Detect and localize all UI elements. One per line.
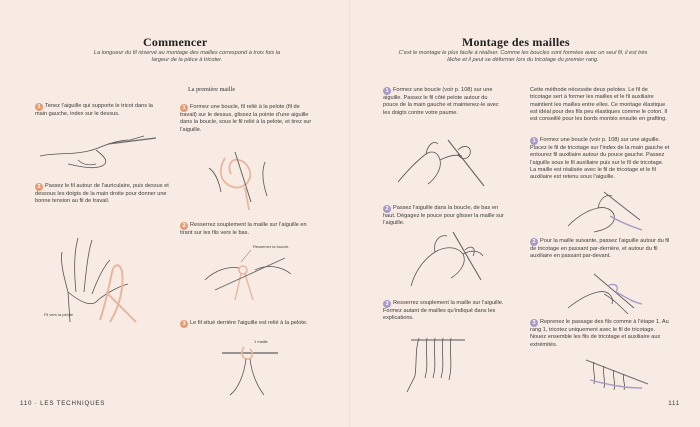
tighten-loop-label: Resserrez la boucle.	[253, 244, 290, 249]
method-step-3	[530, 319, 670, 349]
needle-through-loop-illustration	[405, 228, 505, 290]
step-number-badge: 1	[530, 137, 538, 145]
step-number-badge: 2	[35, 183, 43, 191]
step-text: Le fil situé derrière l’aiguille est relié à la pelote.	[190, 320, 308, 326]
step-text: Reprenez le passage des fils comme à l’étape 1. Au rang 1, tricotez uniquement avec le fil de tricotage. Nouez ensemble les fils de tricotage et auxiliaire aux extrémités.	[530, 319, 669, 348]
one-stitch-label: 1 maille	[254, 339, 268, 344]
step-text: Formez une boucle (voir p. 108) sur une aiguille. Passez le fil côté pelote autour du pouce de la main gauche et maintenez-le avec les doigts contre votre paume.	[383, 87, 499, 116]
left-folio: 110 · LES TECHNIQUES	[20, 400, 106, 407]
step-number-badge: 2	[180, 222, 188, 230]
forming-loop-illustration	[205, 148, 295, 210]
step-number-badge: 1	[180, 104, 188, 112]
stitch-on-needle-illustration	[220, 335, 280, 397]
step-number-badge: 3	[383, 300, 391, 308]
right-step-2	[383, 205, 508, 228]
step-number-badge: 3	[180, 320, 188, 328]
right-intro: C’est le montage le plus facile à réaliser. Comme les boucles sont formées avec un seul fil, il est très lâche et il peut se déformer lors du tricotage du premier rang.	[398, 50, 648, 64]
step-number-badge: 3	[530, 319, 538, 327]
method-step-2	[530, 238, 670, 261]
first-stitch-step-3	[180, 320, 310, 328]
hand-holding-needle-illustration	[38, 126, 158, 172]
subheading-first-stitch: La première maille	[188, 86, 236, 93]
step-text: Formez une boucle (voir p. 108) sur une aiguille. Placez le fil de tricotage sur l’index de la main gauche et entourez fil auxiliaire autour du pouce gauche. Passez l’aiguille sous le fil auxiliaire puis sur le fil de tricotage. La maille est réalisée avec le fil de tricotage et le fil auxiliaire est retenu sous l’aiguille.	[530, 137, 670, 181]
right-folio: 111	[668, 400, 680, 407]
step-number-badge: 2	[383, 205, 391, 213]
right-page-title: Montage des mailles	[462, 35, 570, 49]
step-text: Resserrez souplement la maille sur l’aiguille en tirant sur les fils vers le bas.	[180, 222, 307, 236]
yarn-to-ball-label: Fil vers la pelote	[44, 312, 74, 317]
step-text: Passez le fil autour de l’auriculaire, puis dessus et dessous les doigts de la main droite pour donner une bonne tension au fil de travail.	[35, 183, 169, 205]
thumb-loop-illustration	[388, 130, 498, 192]
method-intro: Cette méthode nécessite deux pelotes. Le fil de tricotage sert à former les mailles et le fil auxiliaire maintient les mailles entre elles. Ce montage élastique est idéal pour des fils peu élastiques comme le coton. Il est conseillé pour les bords montés ensuite en grafting.	[530, 87, 668, 123]
left-step-2	[35, 183, 170, 206]
left-intro: La longueur du fil réservé au montage des mailles correspond à trois fois la largeur de la pièce à tricoter.	[93, 50, 281, 64]
step-text: Resserrez souplement la maille sur l’aiguille. Formez autant de mailles qu’indiqué dans les explications.	[383, 300, 504, 322]
right-step-1	[383, 87, 503, 117]
step-text: Passez l’aiguille dans la boucle, de bas en haut. Dégagez le pouce pour glisser la maille sur l’aiguille.	[383, 205, 504, 227]
step-text: Tenez l’aiguille qui supporte le tricot dans la main gauche, index sur le dessus.	[35, 103, 153, 117]
right-page	[350, 0, 700, 427]
step-number-badge: 2	[530, 238, 538, 246]
left-page-title: Commencer	[143, 35, 208, 49]
hand-with-yarn-illustration	[40, 222, 160, 327]
first-stitch-step-2	[180, 222, 315, 237]
step-text: Formez une boucle, fil relié à la pelote (fil de travail) sur le dessus, glissez la pointe d’une aiguille dans la boucle, sous le fil relié à la pelote, et tirez sur l’aiguille.	[180, 104, 312, 133]
step-text: Pour la maille suivante, passez l’aiguille autour du fil de tricotage en passant par-derrière, et autour du fil auxiliaire en passant par-devant.	[530, 238, 670, 260]
two-yarn-hand-illustration	[564, 186, 644, 238]
step-number-badge: 1	[383, 87, 391, 95]
method-step-1	[530, 137, 670, 181]
wrapping-yarn-illustration	[564, 268, 644, 318]
cast-on-row-illustration	[405, 330, 475, 392]
finished-cast-on-illustration	[582, 354, 652, 390]
left-step-1	[35, 103, 160, 118]
right-step-3	[383, 300, 508, 323]
step-number-badge: 1	[35, 103, 43, 111]
first-stitch-step-1	[180, 104, 315, 134]
tightening-stitch-illustration	[195, 240, 305, 302]
